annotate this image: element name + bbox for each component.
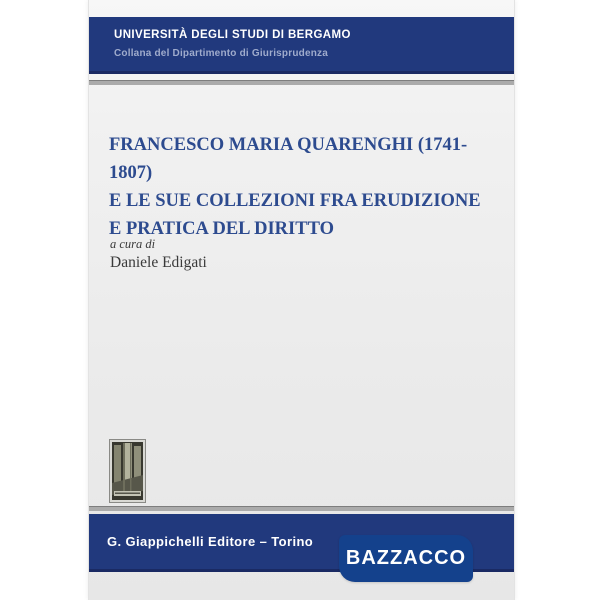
- header-band: [89, 17, 514, 74]
- editor-block: [110, 236, 207, 273]
- giappichelli-logo-icon: [109, 439, 146, 503]
- title-line-1: FRANCESCO MARIA QUARENGHI (1741-1807): [109, 135, 468, 183]
- university-name: UNIVERSITÀ DEGLI STUDI DI BERGAMO: [114, 28, 351, 41]
- title-line-3: E PRATICA DEL DIRITTO: [109, 219, 334, 239]
- separator-rule-bottom: [89, 506, 514, 511]
- editor-name: Daniele Edigati: [110, 254, 207, 271]
- publisher-name: G. Giappichelli Editore – Torino: [107, 534, 314, 549]
- separator-rule-top: [89, 80, 514, 85]
- bazzacco-badge-label: BAZZACCO: [345, 547, 467, 569]
- book-cover: [88, 0, 515, 600]
- editor-prefix: a cura di: [110, 237, 156, 251]
- title-line-2: E LE SUE COLLEZIONI FRA ERUDIZIONE: [109, 191, 481, 211]
- book-title: [109, 131, 501, 243]
- series-name: Collana del Dipartimento di Giurisprudenza: [114, 47, 328, 59]
- bazzacco-badge: [339, 535, 473, 582]
